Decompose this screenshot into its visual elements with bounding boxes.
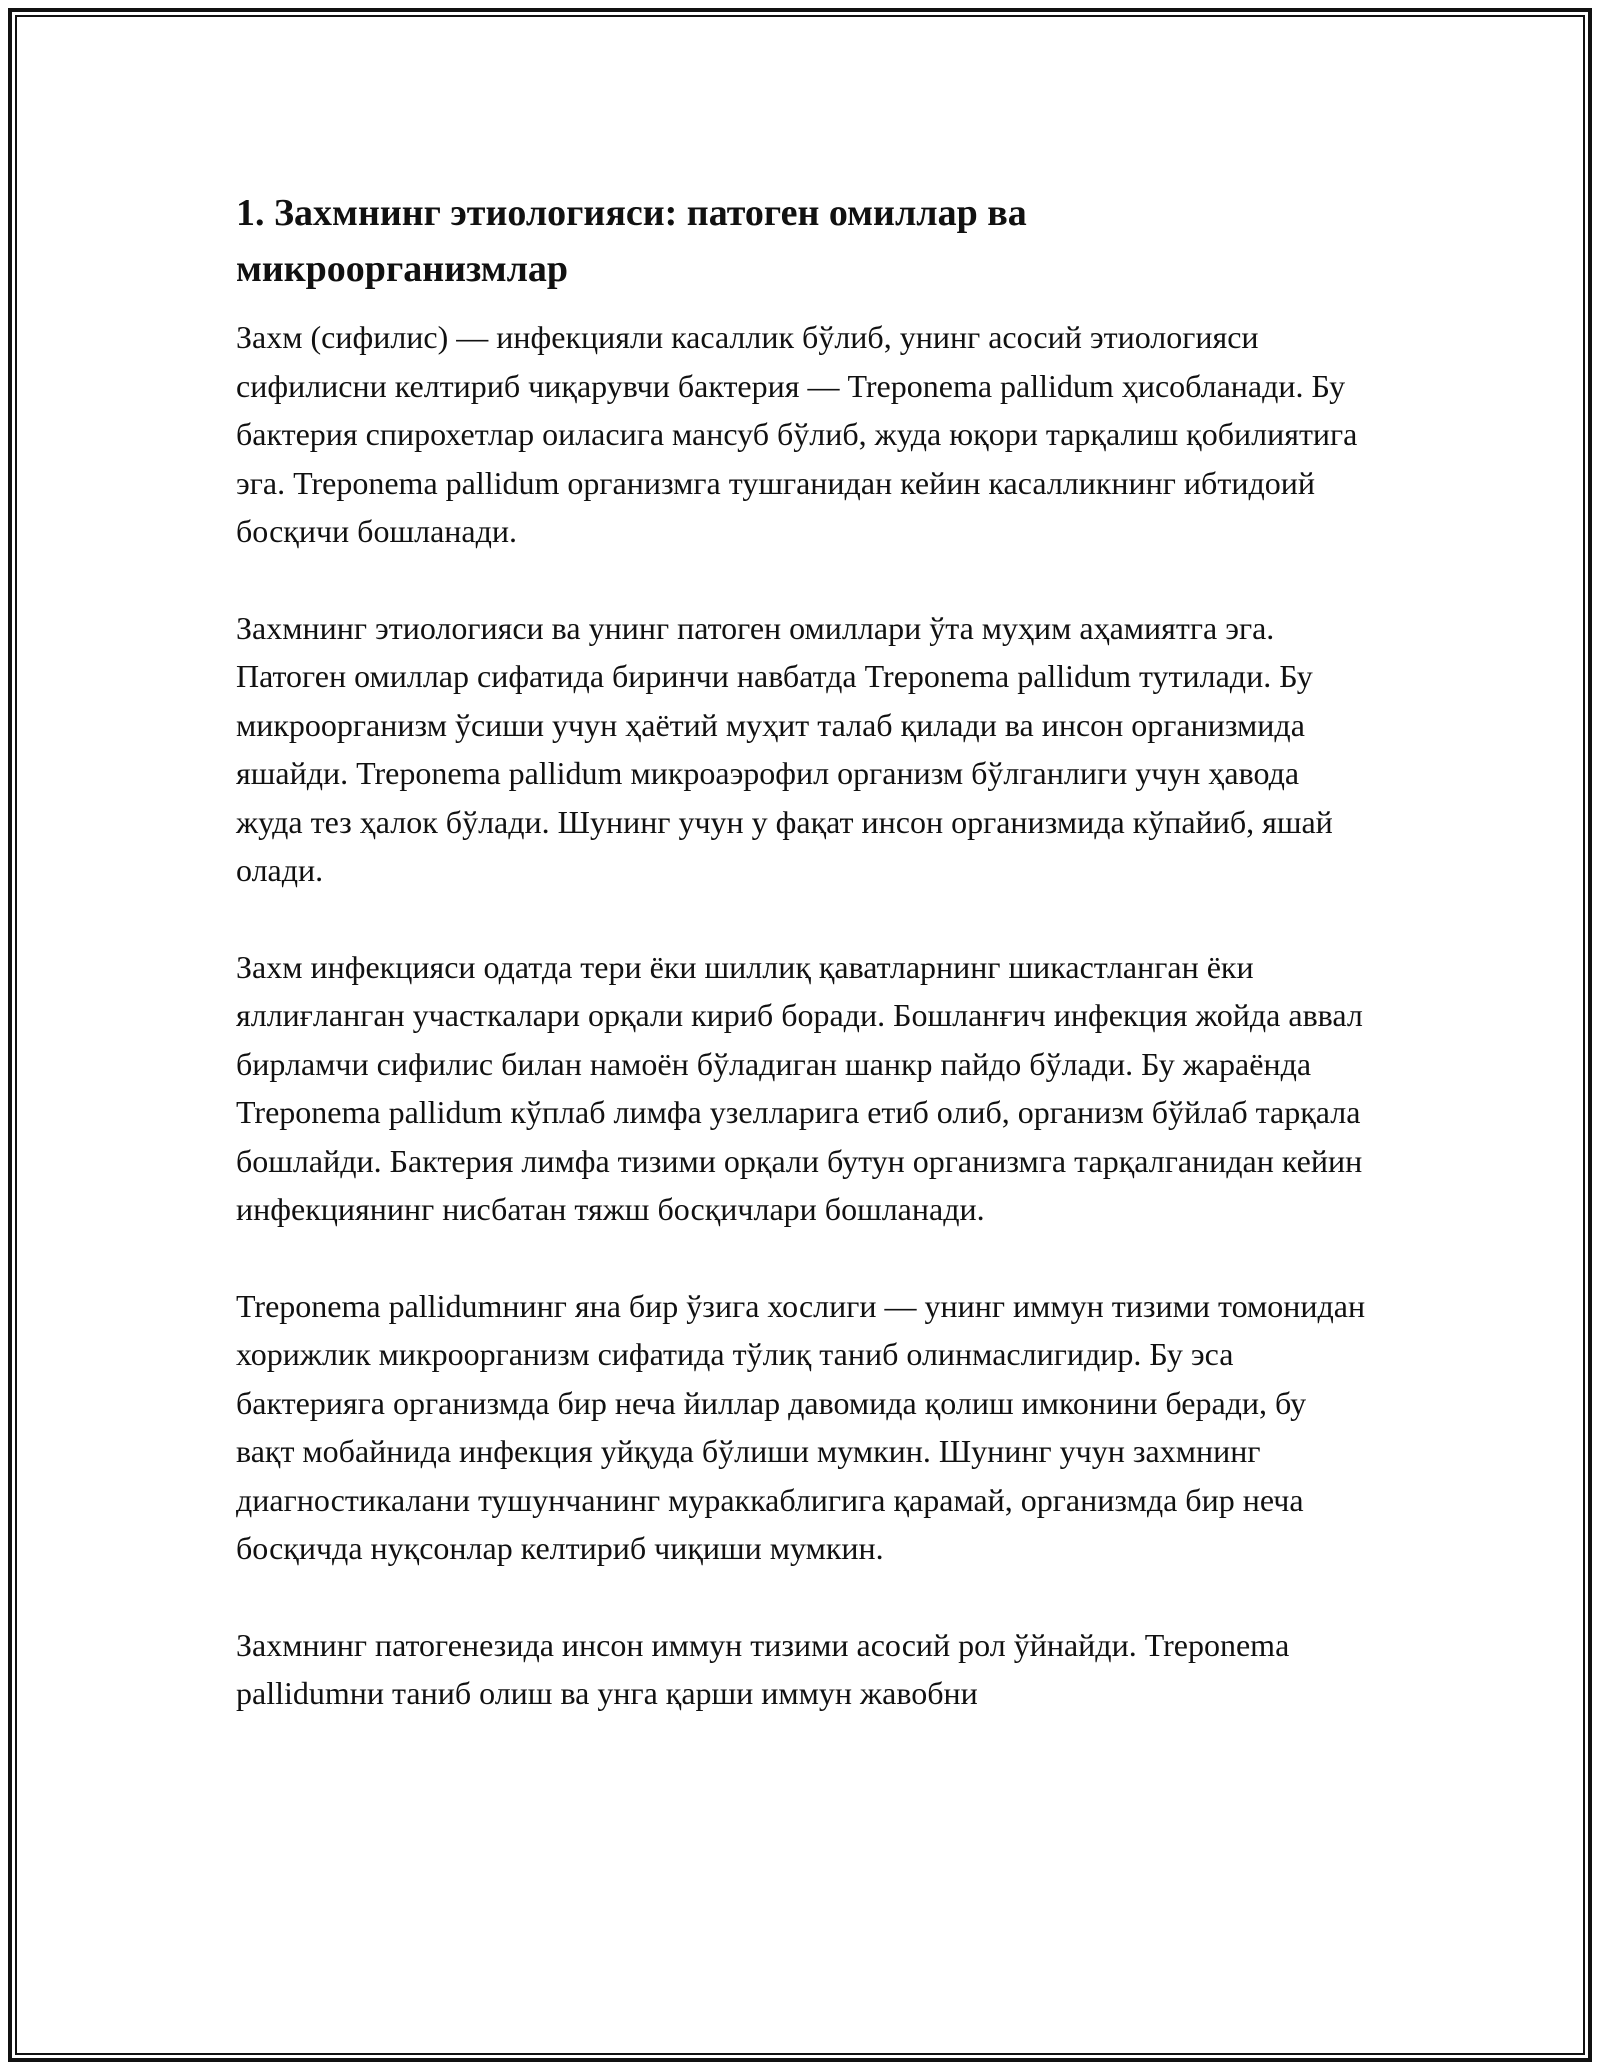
section-heading: 1. Захмнинг этиологияси: патоген омиллар ва микроорганизмлар: [236, 192, 1027, 290]
document-body: [236, 185, 1366, 1766]
paragraph-1: Захм (сифилис) — инфекцияли касаллик бўлиб, унинг асосий этиологияси сифилисни келтириб чиқарувчи бактерия — Treponema pallidum ҳисобланади. Бу бактерия спирохетлар оиласига мансуб бўлиб, жуда юқори тарқалиш қобилиятига эга. Treponema pallidum организмга тушганидан кейин касалликнинг ибтидоий босқичи бошланади.: [236, 319, 1358, 549]
paragraph-2: Захмнинг этиологияси ва унинг патоген омиллари ўта муҳим аҳамиятга эга. Патоген омиллар сифатида биринчи навбатда Treponema pallidum тутилади. Бу микроорганизм ўсиши учун ҳаётий муҳит талаб қилади ва инсон организмида яшайди. Treponema pallidum микроаэрофил организм бўлганлиги учун ҳавода жуда тез ҳалок бўлади. Шунинг учун у фақат инсон организмида кўпайиб, яшай олади.: [236, 609, 1333, 888]
paragraph-5: Захмнинг патогенезида инсон иммун тизими асосий рол ўйнайди. Treponema pallidumни таниб олиш ва унга қарши иммун жавобни: [236, 1626, 1290, 1711]
paragraph-3: Захм инфекцияси одатда тери ёки шиллиқ қаватларнинг шикастланган ёки яллиғланган участкалари орқали кириб боради. Бошланғич инфекция жойда аввал бирламчи сифилис билан намоён бўладиган шанкр пайдо бўлади. Бу жараёнда Treponema pallidum кўплаб лимфа узелларига етиб олиб, организм бўйлаб тарқала бошлайди. Бактерия лимфа тизими орқали бутун организмга тарқалганидан кейин инфекциянинг нисбатан тяжш босқичлари бошланади.: [236, 948, 1363, 1227]
paragraph-4: Treponema pallidumнинг яна бир ўзига хослиги — унинг иммун тизими томонидан хорижлик микроорганизм сифатида тўлиқ таниб олинмаслигидир. Бу эса бактерияга организмда бир неча йиллар давомида қолиш имконини беради, бу вақт мобайнида инфекция уйқуда бўлиши мумкин. Шунинг учун захмнинг диагностикалани тушунчанинг мураккаблигига қарамай, организмда бир неча босқичда нуқсонлар келтириб чиқиши мумкин.: [236, 1287, 1366, 1566]
